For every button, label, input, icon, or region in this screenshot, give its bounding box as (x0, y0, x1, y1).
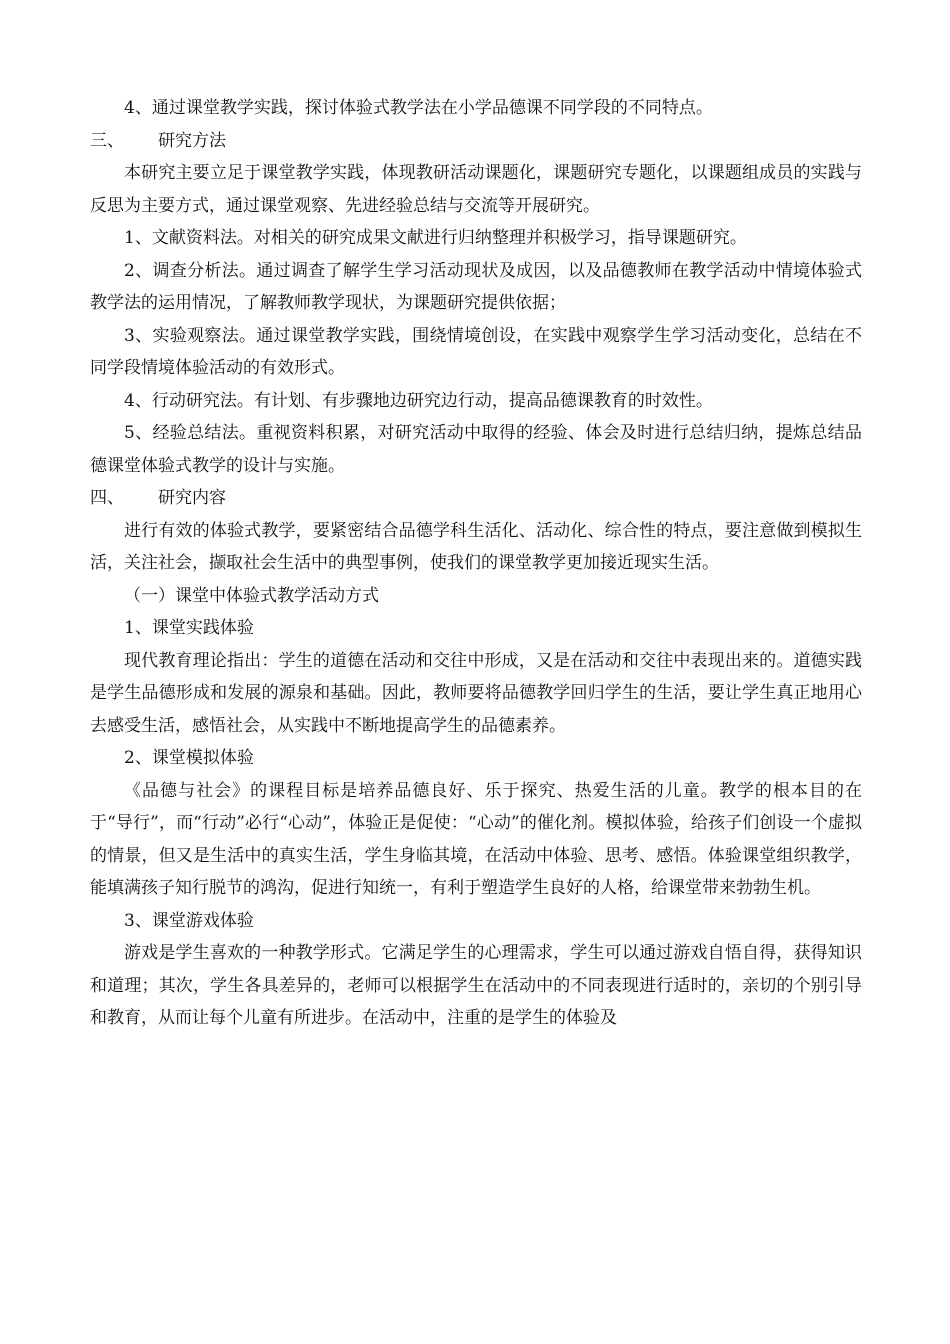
paragraph: 1、文献资料法。对相关的研究成果文献进行归纳整理并积极学习，指导课题研究。 (124, 228, 747, 248)
paragraph: 4、行动研究法。有计划、有步骤地边研究边行动，提高品德课教育的时效性。 (124, 390, 713, 411)
item-heading: 1、课堂实践体验 (124, 618, 254, 638)
section-title: 研究方法 (158, 130, 226, 151)
paragraph: 3、实验观察法。通过课堂教学实践，围绕情境创设，在实践中观察学生学习活动变化，总结在不同学段情境体验活动的有效形式。 (90, 325, 862, 378)
section-title: 研究内容 (158, 488, 226, 508)
section-heading (90, 482, 862, 515)
paragraph: 《品德与社会》的课程目标是培养品德良好、乐于探究、热爱生活的儿童。教学的根本目的在于“导行”，而“行动”必行“心动”，体验正是促使：“心动”的催化剂。模拟体验，给孩子们创设一个虚拟的情景，但又是生活中的真实生活，学生身临其境，在活动中体验、思考、感悟。体验课堂组织教学，能填满孩子知行脱节的鸿沟，促进行知统一，有利于塑造学生良好的人格，给课堂带来勃勃生机。 (90, 780, 862, 898)
section-number: 三、 (90, 130, 124, 151)
section-number: 四、 (90, 488, 124, 508)
section-heading (90, 125, 862, 158)
paragraph: 2、调查分析法。通过调查了解学生学习活动现状及成因，以及品德教师在教学活动中情境体验式教学法的运用情况，了解教师教学现状，为课题研究提供依据； (90, 260, 862, 313)
item-heading: 2、课堂模拟体验 (124, 748, 254, 768)
paragraph: 游戏是学生喜欢的一种教学形式。它满足学生的心理需求，学生可以通过游戏自悟自得，获得知识和道理；其次，学生各具差异的，老师可以根据学生在活动中的不同表现进行适时的，亲切的个别引导和教育，从而让每个儿童有所进步。在活动中，注重的是学生的体验及 (90, 943, 862, 1028)
document-page (90, 92, 862, 1035)
paragraph: 进行有效的体验式教学，要紧密结合品德学科生活化、活动化、综合性的特点，要注意做到模拟生活，关注社会，撷取社会生活中的典型事例，使我们的课堂教学更加接近现实生活。 (90, 520, 862, 573)
subsection-heading: （一）课堂中体验式教学活动方式 (124, 585, 379, 606)
paragraph: 现代教育理论指出：学生的道德在活动和交往中形成，又是在活动和交往中表现出来的。道德实践是学生品德形成和发展的源泉和基础。因此，教师要将品德教学回归学生的生活，要让学生真正地用心去感受生活，感悟社会，从实践中不断地提高学生的品德素养。 (90, 650, 862, 736)
paragraph: 5、经验总结法。重视资料积累，对研究活动中取得的经验、体会及时进行总结归纳，提炼总结品德课堂体验式教学的设计与实施。 (90, 423, 862, 476)
paragraph: 4、通过课堂教学实践，探讨体验式教学法在小学品德课不同学段的不同特点。 (124, 98, 713, 118)
item-heading: 3、课堂游戏体验 (124, 910, 254, 931)
paragraph: 本研究主要立足于课堂教学实践，体现教研活动课题化，课题研究专题化，以课题组成员的实践与反思为主要方式，通过课堂观察、先进经验总结与交流等开展研究。 (90, 163, 862, 216)
